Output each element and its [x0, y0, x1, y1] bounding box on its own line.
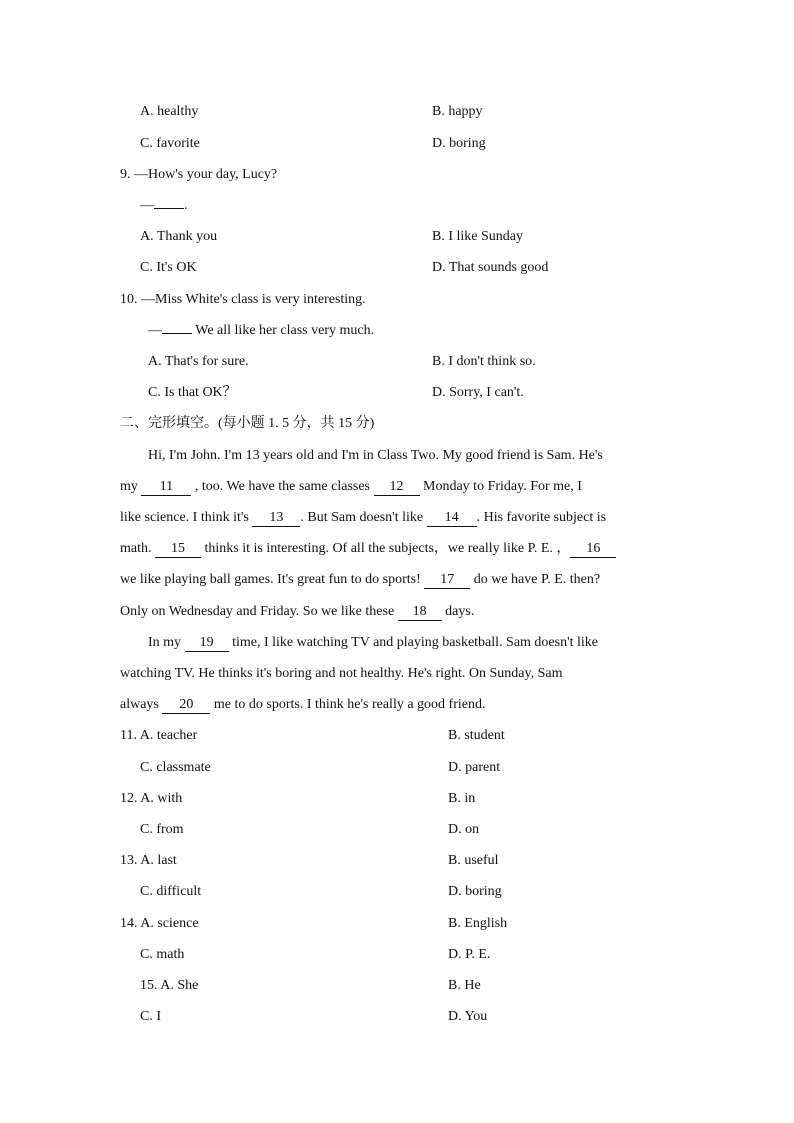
q11-option-b: B. student	[448, 728, 505, 743]
q10-option-c: C. Is that OK？	[148, 385, 237, 400]
blank-18: 18	[398, 604, 442, 621]
q12-option-b: B. in	[448, 791, 476, 806]
q15-option-d: D. You	[448, 1009, 488, 1024]
passage-line: watching TV. He thinks it's boring and not healthy. He's right. On Sunday, Sam	[120, 666, 563, 681]
passage-line: In my 19 time, I like watching TV and playing basketball. Sam doesn't like	[148, 635, 598, 650]
blank-20: 20	[162, 697, 210, 714]
blank-14: 14	[427, 510, 477, 527]
passage-line: math. 15 thinks it is interesting. Of all the subjects，we really like P. E. ， 16	[120, 540, 616, 558]
q12-option-d: D. on	[448, 822, 480, 837]
blank-19: 19	[185, 635, 229, 652]
q15-option-c: C. I	[140, 1009, 161, 1024]
q12-option-a: 12. A. with	[120, 791, 183, 806]
q8-option-a: A. healthy	[140, 104, 199, 119]
q15-option-a: 15. A. She	[140, 978, 199, 993]
q10-reply: — We all like her class very much.	[148, 323, 375, 338]
q13-option-d: D. boring	[448, 884, 502, 899]
q13-option-c: C. difficult	[140, 884, 202, 899]
q11-option-d: D. parent	[448, 760, 501, 775]
blank-16: 16	[570, 541, 616, 558]
passage-line: always 20 me to do sports. I think he's really a good friend.	[120, 697, 486, 712]
blank-13: 13	[252, 510, 300, 527]
section-heading: 二、完形填空。(每小题 1. 5 分，共 15 分)	[120, 416, 375, 431]
blank-15: 15	[155, 541, 201, 558]
passage-line: like science. I think it's 13 . But Sam doesn't like 14 . His favorite subject is	[120, 510, 607, 525]
answer-blank	[162, 333, 192, 334]
q9-stem: 9. —How's your day, Lucy?	[120, 167, 278, 182]
passage-line: we like playing ball games. It's great fun to do sports! 17 do we have P. E. then?	[120, 572, 601, 587]
blank-17: 17	[424, 572, 470, 589]
passage-line: Hi, I'm John. I'm 13 years old and I'm in Class Two. My good friend is Sam. He's	[148, 448, 603, 463]
q8-option-b: B. happy	[432, 104, 483, 119]
q14-option-d: D. P. E.	[448, 947, 491, 962]
q10-option-b: B. I don't think so.	[432, 354, 536, 369]
q13-option-b: B. useful	[448, 853, 499, 868]
q14-option-b: B. English	[448, 916, 508, 931]
q11-option-c: C. classmate	[140, 760, 211, 775]
q12-option-c: C. from	[140, 822, 184, 837]
q11-option-a: 11. A. teacher	[120, 728, 198, 743]
q9-option-a: A. Thank you	[140, 229, 218, 244]
q10-option-a: A. That's for sure.	[148, 354, 249, 369]
q9-reply: — .	[140, 198, 188, 213]
q9-option-d: D. That sounds good	[432, 260, 549, 275]
q8-option-c: C. favorite	[140, 136, 200, 151]
q10-option-d: D. Sorry, I can't.	[432, 385, 524, 400]
passage-line: my 11 , too. We have the same classes 12 Monday to Friday. For me, I	[120, 479, 582, 494]
q9-option-c: C. It's OK	[140, 260, 197, 275]
q14-option-a: 14. A. science	[120, 916, 199, 931]
q14-option-c: C. math	[140, 947, 185, 962]
answer-blank	[154, 208, 184, 209]
blank-12: 12	[374, 479, 420, 496]
q13-option-a: 13. A. last	[120, 853, 177, 868]
blank-11: 11	[141, 479, 191, 496]
passage-line: Only on Wednesday and Friday. So we like these 18 days.	[120, 604, 475, 619]
q9-option-b: B. I like Sunday	[432, 229, 523, 244]
q10-stem: 10. —Miss White's class is very interesting.	[120, 292, 366, 307]
q8-option-d: D. boring	[432, 136, 486, 151]
q15-option-b: B. He	[448, 978, 481, 993]
